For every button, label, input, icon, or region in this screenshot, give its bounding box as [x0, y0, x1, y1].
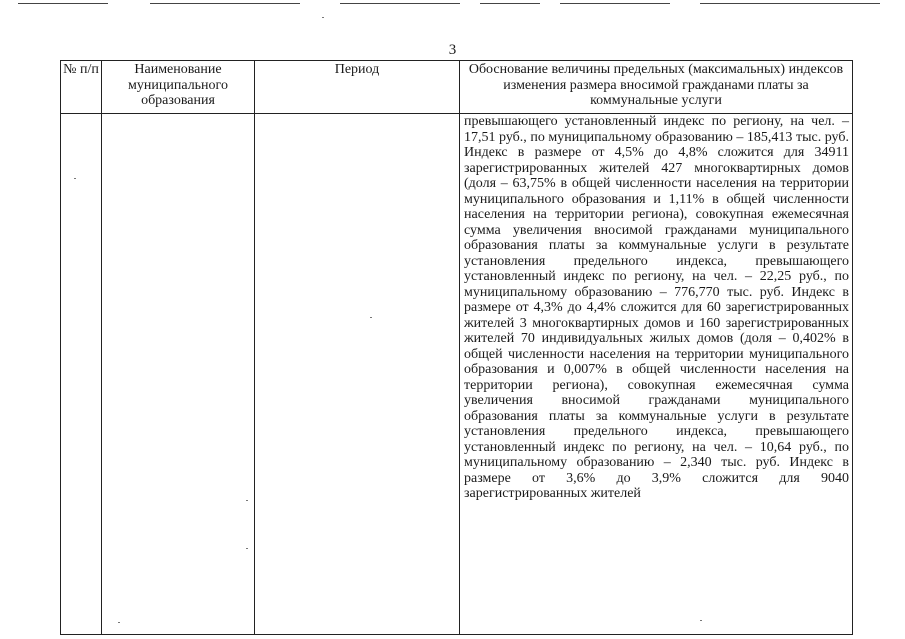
scan-speck: [370, 317, 372, 318]
header-num: № п/п: [61, 61, 102, 114]
header-name: Наименование муниципального образования: [102, 61, 255, 114]
cell-name: [102, 114, 255, 635]
scan-speck: [74, 178, 76, 179]
top-scan-line: [150, 3, 300, 4]
scan-speck: [322, 17, 324, 18]
cell-basis-text: превышающего установленный индекс по региону, на чел. – 17,51 руб., по муниципальному образованию – 185,413 тыс. руб. Индекс в размере от 4,5% до 4,8% сложится для 34911 зарегистрированных жителей 427 многоквартирных домов (доля – 63,75% в общей численности населения на территории муниципального образования и 1,11% в общей численности населения на территории региона), совокупная ежемесячная сумма увеличения вносимой гражданами муниципального образования платы за коммунальные услуги в результате установления предельного индекса, превышающего установленный индекс по региону, на чел. – 22,25 руб., по муниципальному образованию – 776,770 тыс. руб. Индекс в размере от 4,3% до 4,4% сложится для 60 зарегистрированных жителей 3 многоквартирных домов и 160 зарегистрированных жителей 70 индивидуальных жилых домов (доля – 0,402% в общей численности населения на территории муниципального образования и 0,007% в общей численности населения на территории региона), совокупная ежемесячная сумма увеличения вносимой гражданами муниципального образования платы за коммунальные услуги в результате установления предельного индекса, превышающего установленный индекс по региону, на чел. – 10,64 руб., по муниципальному образованию – 2,340 тыс. руб. Индекс в размере от 3,6% до 3,9% сложится для 9040 зарегистрированных жителей: [460, 114, 853, 635]
top-scan-line: [700, 3, 880, 4]
scan-speck: [118, 622, 120, 623]
table-row: [61, 114, 853, 635]
top-scan-line: [18, 3, 108, 4]
scan-speck: [246, 548, 248, 549]
page-number: 3: [448, 42, 457, 58]
cell-num: [61, 114, 102, 635]
header-basis: Обоснование величины предельных (максимальных) индексов изменения размера вносимой гражданами платы за коммунальные услуги: [460, 61, 853, 114]
header-period: Период: [255, 61, 460, 114]
document-table: [60, 60, 853, 635]
top-scan-line: [560, 3, 670, 4]
top-scan-line: [480, 3, 540, 4]
cell-period: [255, 114, 460, 635]
table-header-row: [61, 61, 853, 114]
scan-speck: [246, 500, 248, 501]
scan-speck: [700, 620, 702, 621]
top-scan-line: [340, 3, 460, 4]
